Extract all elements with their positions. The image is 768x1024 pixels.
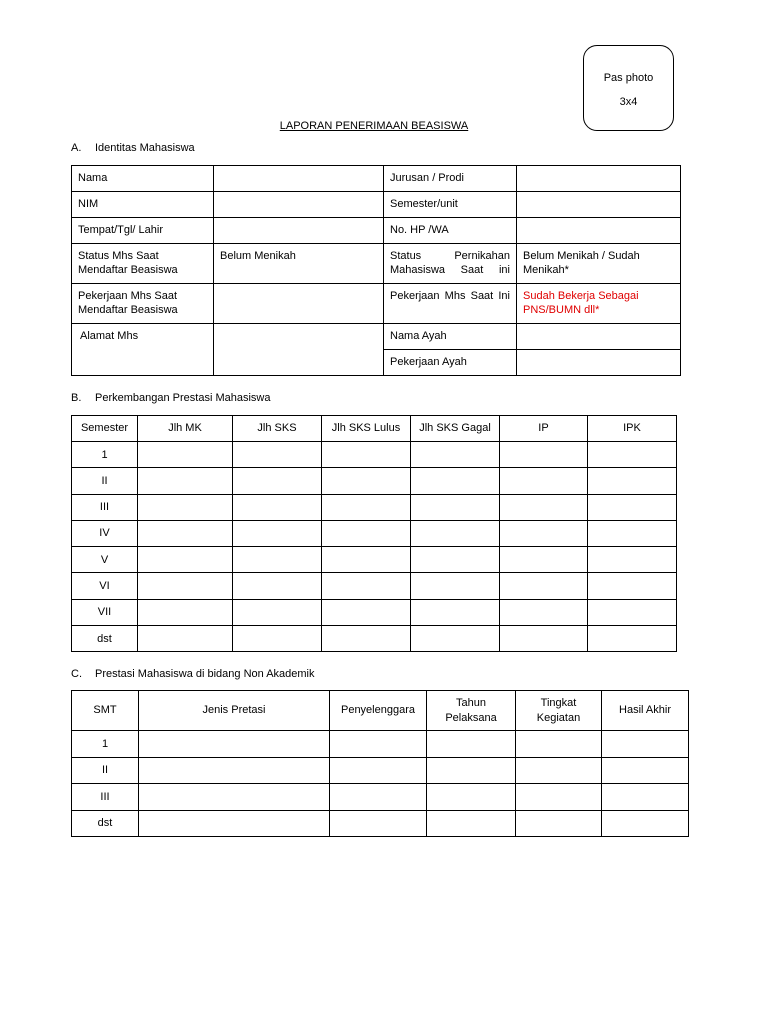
field-pekerjaan-daftar[interactable] — [214, 284, 384, 324]
academic-row — [72, 468, 677, 494]
academic-row — [72, 599, 677, 625]
label-pekerjaan-ayah: Pekerjaan Ayah — [384, 350, 517, 376]
academic-row — [72, 573, 677, 599]
academic-cell[interactable] — [411, 626, 500, 652]
document-title: LAPORAN PENERIMAAN BEASISWA — [279, 120, 469, 132]
academic-row — [72, 494, 677, 520]
nonacademic-cell[interactable] — [427, 731, 516, 758]
academic-header: Jlh SKS — [233, 416, 322, 442]
nonacademic-row-label: dst — [72, 810, 139, 837]
field-nim[interactable] — [214, 192, 384, 218]
academic-cell[interactable] — [588, 599, 677, 625]
academic-cell[interactable] — [233, 468, 322, 494]
nonacademic-cell[interactable] — [427, 810, 516, 837]
nonacademic-cell[interactable] — [330, 810, 427, 837]
label-pekerjaan-daftar: Pekerjaan Mhs Saat Mendaftar Beasiswa — [72, 284, 214, 324]
nonacademic-row-label: 1 — [72, 731, 139, 758]
section-a-title: Identitas Mahasiswa — [95, 142, 195, 154]
academic-cell[interactable] — [138, 573, 233, 599]
nonacademic-cell[interactable] — [139, 784, 330, 811]
nonacademic-table — [71, 690, 689, 837]
nonacademic-cell[interactable] — [516, 757, 602, 784]
value-pekerjaan-kini: Sudah Bekerja Sebagai PNS/BUMN dll* — [517, 284, 681, 324]
academic-row — [72, 520, 677, 546]
label-jurusan: Jurusan / Prodi — [384, 166, 517, 192]
nonacademic-row — [72, 784, 689, 811]
academic-cell[interactable] — [233, 442, 322, 468]
academic-cell[interactable] — [588, 468, 677, 494]
academic-cell[interactable] — [322, 626, 411, 652]
academic-header: Jlh SKS Gagal — [411, 416, 500, 442]
field-ttl[interactable] — [214, 218, 384, 244]
academic-cell[interactable] — [500, 520, 588, 546]
academic-cell[interactable] — [411, 442, 500, 468]
label-semester: Semester/unit — [384, 192, 517, 218]
nonacademic-header: Tahun Pelaksana — [427, 691, 516, 731]
label-status-daftar: Status Mhs Saat Mendaftar Beasiswa — [72, 244, 214, 284]
academic-cell[interactable] — [322, 599, 411, 625]
academic-row — [72, 442, 677, 468]
section-c-title: Prestasi Mahasiswa di bidang Non Akademik — [95, 668, 315, 680]
academic-cell[interactable] — [138, 468, 233, 494]
academic-cell[interactable] — [233, 547, 322, 573]
academic-cell[interactable] — [138, 547, 233, 573]
academic-cell[interactable] — [500, 494, 588, 520]
nonacademic-cell[interactable] — [427, 757, 516, 784]
academic-row-label: VII — [72, 599, 138, 625]
academic-header: IP — [500, 416, 588, 442]
nonacademic-cell[interactable] — [516, 784, 602, 811]
label-ttl: Tempat/Tgl/ Lahir — [72, 218, 214, 244]
academic-cell[interactable] — [411, 468, 500, 494]
academic-cell[interactable] — [233, 599, 322, 625]
label-nama-ayah: Nama Ayah — [384, 324, 517, 350]
academic-cell[interactable] — [588, 573, 677, 599]
academic-header: Jlh MK — [138, 416, 233, 442]
academic-cell[interactable] — [500, 573, 588, 599]
nonacademic-cell[interactable] — [330, 731, 427, 758]
academic-row-label: VI — [72, 573, 138, 599]
academic-cell[interactable] — [500, 599, 588, 625]
field-nama-ayah[interactable] — [517, 324, 681, 350]
pas-photo-size: 3x4 — [619, 96, 638, 108]
academic-cell[interactable] — [588, 442, 677, 468]
field-pekerjaan-ayah[interactable] — [517, 350, 681, 376]
academic-cell[interactable] — [588, 626, 677, 652]
nonacademic-cell[interactable] — [516, 731, 602, 758]
academic-cell[interactable] — [411, 573, 500, 599]
field-alamat[interactable] — [214, 324, 384, 376]
value-status-daftar: Belum Menikah — [214, 244, 384, 284]
academic-cell[interactable] — [500, 468, 588, 494]
nonacademic-cell[interactable] — [602, 757, 689, 784]
section-b-heading — [71, 391, 270, 405]
academic-row-label: dst — [72, 626, 138, 652]
academic-row — [72, 547, 677, 573]
value-status-kini: Belum Menikah / Sudah Menikah* — [517, 244, 681, 284]
academic-cell[interactable] — [138, 520, 233, 546]
field-jurusan[interactable] — [517, 166, 681, 192]
label-pekerjaan-kini: Pekerjaan Mhs Saat Ini — [384, 284, 517, 324]
field-hp[interactable] — [517, 218, 681, 244]
academic-cell[interactable] — [138, 626, 233, 652]
section-c-letter: C. — [71, 668, 82, 680]
label-nama: Nama — [72, 166, 214, 192]
field-nama[interactable] — [214, 166, 384, 192]
nonacademic-cell[interactable] — [602, 810, 689, 837]
nonacademic-row-label: II — [72, 757, 139, 784]
academic-cell[interactable] — [500, 547, 588, 573]
academic-row — [72, 626, 677, 652]
academic-cell[interactable] — [233, 520, 322, 546]
academic-cell[interactable] — [138, 442, 233, 468]
section-b-title: Perkembangan Prestasi Mahasiswa — [95, 392, 271, 404]
academic-cell[interactable] — [588, 494, 677, 520]
academic-header: Semester — [72, 416, 138, 442]
academic-cell[interactable] — [411, 599, 500, 625]
nonacademic-cell[interactable] — [139, 810, 330, 837]
academic-cell[interactable] — [411, 547, 500, 573]
field-semester[interactable] — [517, 192, 681, 218]
nonacademic-header: SMT — [72, 691, 139, 731]
label-hp: No. HP /WA — [384, 218, 517, 244]
label-status-kini: Status Pernikahan Mahasiswa Saat ini — [384, 244, 517, 284]
academic-cell[interactable] — [233, 573, 322, 599]
pas-photo-label: Pas photo — [603, 72, 654, 84]
nonacademic-row — [72, 810, 689, 837]
nonacademic-cell[interactable] — [427, 784, 516, 811]
label-alamat: Alamat Mhs — [72, 324, 214, 376]
nonacademic-row-label: III — [72, 784, 139, 811]
academic-row-label: IV — [72, 520, 138, 546]
academic-table — [71, 415, 677, 652]
nonacademic-row — [72, 757, 689, 784]
section-a-heading — [71, 141, 195, 155]
academic-cell[interactable] — [322, 442, 411, 468]
academic-cell[interactable] — [322, 547, 411, 573]
section-a-letter: A. — [71, 142, 82, 154]
academic-row-label: II — [72, 468, 138, 494]
academic-cell[interactable] — [138, 494, 233, 520]
academic-header: IPK — [588, 416, 677, 442]
nonacademic-cell[interactable] — [330, 784, 427, 811]
academic-cell[interactable] — [411, 520, 500, 546]
nonacademic-row — [72, 731, 689, 758]
nonacademic-cell[interactable] — [602, 731, 689, 758]
nonacademic-cell[interactable] — [139, 757, 330, 784]
section-c-heading — [71, 667, 315, 681]
academic-cell[interactable] — [138, 599, 233, 625]
nonacademic-cell[interactable] — [516, 810, 602, 837]
academic-cell[interactable] — [411, 494, 500, 520]
academic-cell[interactable] — [588, 520, 677, 546]
academic-cell[interactable] — [322, 573, 411, 599]
academic-row-label: V — [72, 547, 138, 573]
academic-row-label: III — [72, 494, 138, 520]
academic-header: Jlh SKS Lulus — [322, 416, 411, 442]
academic-cell[interactable] — [233, 494, 322, 520]
identity-table — [71, 165, 681, 376]
academic-cell[interactable] — [322, 468, 411, 494]
nonacademic-header: Jenis Pretasi — [139, 691, 330, 731]
section-b-letter: B. — [71, 392, 82, 404]
label-nim: NIM — [72, 192, 214, 218]
nonacademic-cell[interactable] — [139, 731, 330, 758]
nonacademic-header: Penyelenggara — [330, 691, 427, 731]
academic-cell[interactable] — [500, 442, 588, 468]
nonacademic-header-row — [72, 691, 689, 731]
nonacademic-header: Tingkat Kegiatan — [516, 691, 602, 731]
academic-cell[interactable] — [322, 520, 411, 546]
academic-cell[interactable] — [500, 626, 588, 652]
nonacademic-header: Hasil Akhir — [602, 691, 689, 731]
academic-cell[interactable] — [588, 547, 677, 573]
nonacademic-cell[interactable] — [602, 784, 689, 811]
nonacademic-cell[interactable] — [330, 757, 427, 784]
academic-cell[interactable] — [233, 626, 322, 652]
academic-row-label: 1 — [72, 442, 138, 468]
academic-header-row — [72, 416, 677, 442]
academic-cell[interactable] — [322, 494, 411, 520]
